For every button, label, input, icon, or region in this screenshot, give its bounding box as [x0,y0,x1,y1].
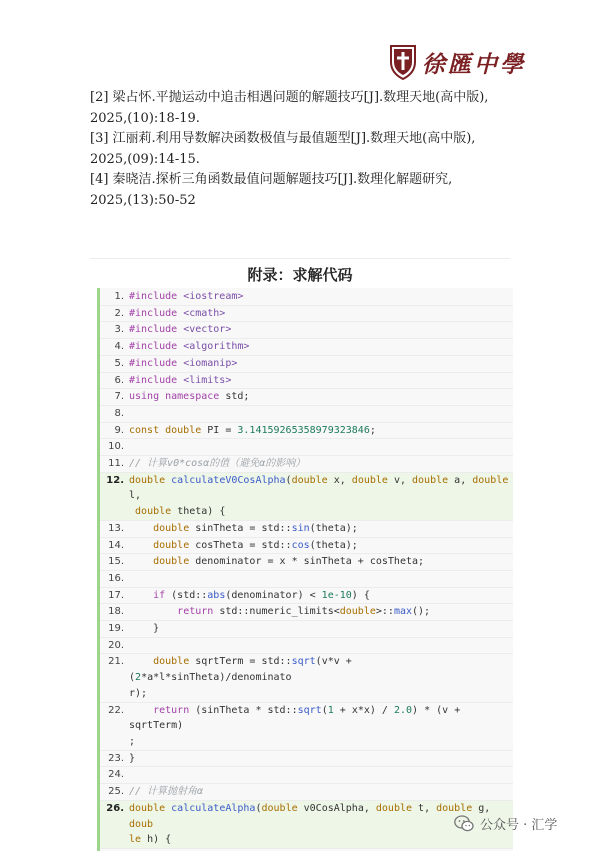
appendix-title: 附录：求解代码 [247,266,353,284]
reference-line: 2025,(09):14-15. [90,151,200,167]
keyword-token: return [153,704,196,716]
code-line [100,289,513,306]
code-line [100,538,513,555]
code-token: a, [454,474,473,486]
type-token: double [153,556,196,568]
string-token: <vector> [183,324,232,336]
number-token: 1e-10 [321,589,352,601]
code-line [100,339,513,356]
code-text [129,751,513,767]
type-token: double [351,474,394,486]
code-text [129,306,513,322]
string-token: <limits> [183,374,232,386]
code-text [129,767,513,783]
number-token: 1 [327,704,334,716]
code-token: (std:: [171,589,208,601]
line-number: 23. [108,752,124,764]
code-token: (denominator) < [225,589,322,601]
code-token: t, [418,802,437,814]
line-number: 8. [114,407,124,419]
code-token: std::numeric_limits< [219,606,340,618]
code-text [129,604,513,620]
school-crest-icon [388,44,418,80]
code-token [129,656,153,667]
code-line [100,406,513,423]
code-text [129,654,513,701]
keyword-token: #include [129,324,184,336]
line-number: 22. [108,704,124,716]
school-logo [388,44,526,80]
code-text [129,588,513,604]
code-token: ( [285,474,292,486]
code-line [100,571,513,588]
code-line [100,801,513,849]
code-token: l, [129,490,142,502]
type-token: double [261,802,304,814]
code-line [100,322,513,339]
line-number: 7. [114,391,124,403]
function-token: abs [207,589,226,601]
function-token: cos [291,539,310,551]
reference-line: 2025,(13):50-52 [90,192,196,208]
type-token: double [129,802,172,814]
code-text [129,423,513,439]
code-text [129,373,513,389]
code-token: theta) { [177,506,226,518]
code-line [100,588,513,605]
code-line [100,554,513,571]
code-text [129,339,513,355]
code-token [129,556,153,567]
type-token: double [153,522,196,534]
reference-line: [4] 秦晓洁.探析三角函数最值问题解题技巧[J].数理化解题研究, [90,172,453,187]
type-token: doub le [129,818,154,846]
code-line [100,356,513,373]
function-token: sqrt [297,704,322,716]
string-token: <iostream> [183,291,244,302]
line-number: 13. [108,522,124,534]
string-token: <cmath> [183,307,226,319]
number-token: 2.0 [393,704,413,716]
code-line [100,456,513,473]
comment-token: // 计算抛射角α [129,786,204,798]
code-token [129,523,153,534]
code-token: ) { [351,589,370,601]
keyword-token: #include [129,307,184,319]
school-name-logo: 徐匯中學 [422,50,526,78]
line-number: 10. [108,441,124,453]
string-token: <algorithm> [183,341,250,353]
function-token: max [393,606,412,618]
code-token: (v*v + ( [129,656,358,684]
code-token: v0CosAlpha, [303,802,376,814]
line-number: 16. [108,572,124,584]
line-number: 11. [108,458,124,470]
code-token: >:: [375,606,394,618]
code-token: x, [333,474,352,486]
code-text [129,406,513,422]
line-number: 14. [108,539,124,551]
code-token: (theta); [309,539,358,551]
type-token: const double [129,424,208,436]
type-token: double [375,802,419,814]
code-line [100,389,513,406]
code-token: + x*x) / [333,704,394,716]
wechat-icon [454,815,474,832]
code-text [129,784,513,800]
code-token [129,540,153,551]
line-number: 15. [108,556,124,568]
code-token: (theta); [309,522,358,534]
code-token [129,705,153,716]
type-token: double [339,606,376,618]
code-line [100,439,513,456]
number-token: 3.14159265358979323846 [237,424,370,436]
type-token: double [129,474,172,486]
code-token: g, [478,802,497,814]
code-text [129,554,513,570]
code-token: cosTheta = std:: [195,539,292,551]
code-token: ) * (v + sqrtTerm) ; [129,704,461,747]
code-token: ( [255,802,262,814]
code-line [100,423,513,440]
line-number: 9. [114,424,124,436]
code-line [100,521,513,538]
code-text [129,439,513,455]
line-number: 5. [114,357,124,369]
code-text [129,322,513,338]
code-text [129,538,513,554]
code-token [129,606,177,617]
type-token: double [291,474,334,486]
code-token: } [129,752,136,764]
code-text [129,473,513,520]
code-token: (sinTheta * std:: [195,704,298,716]
line-number: 18. [108,606,124,618]
code-token: ; [369,424,376,436]
keyword-token: return [177,606,220,618]
code-text [129,638,513,654]
line-number: 2. [114,307,124,319]
function-token: sin [291,522,310,534]
reference-list [90,88,530,211]
code-text [129,703,513,750]
code-token: v, [393,474,413,486]
code-text [129,356,513,372]
code-line [100,604,513,621]
line-number: 19. [108,623,124,635]
code-line [100,473,513,521]
code-text [129,289,513,305]
code-text [129,389,513,405]
line-number: 25. [108,786,124,798]
string-token: <iomanip> [183,357,238,369]
code-token: (); [412,606,431,618]
type-token: double [472,474,515,486]
code-text [129,521,513,537]
function-token: calculateV0CosAlpha [171,474,286,486]
code-line [100,373,513,390]
code-block [97,288,513,851]
code-token: std; [225,391,250,403]
keyword-token: if [153,589,172,601]
line-number: 12. [106,474,124,486]
code-line [100,654,513,702]
function-token: calculateAlpha [171,802,256,814]
code-token: h) { [147,834,172,846]
reference-line: [2] 梁占怀.平抛运动中追击相遇问题的解题技巧[J].数理天地(高中版), [90,90,489,105]
number-token: 2 [135,672,142,684]
code-token: ( [321,704,328,716]
code-text [129,621,513,637]
watermark-text: 公众号 · 汇学 [480,818,558,833]
line-number: 6. [114,374,124,386]
code-text [129,456,513,472]
keyword-token: #include [129,374,184,386]
code-line [100,306,513,323]
line-number: 4. [114,341,124,353]
line-number: 24. [108,769,124,781]
code-line [100,767,513,784]
reference-line: [3] 江丽莉.利用导数解决函数极值与最值题型[J].数理天地(高中版), [90,131,476,146]
line-number: 3. [114,324,124,336]
code-line [100,621,513,638]
code-line [100,703,513,751]
wechat-watermark [454,814,557,833]
reference-line: 2025,(10):18-19. [90,110,200,126]
line-number: 1. [114,291,124,302]
line-number: 21. [108,656,124,668]
keyword-token: #include [129,357,184,369]
type-token: double [153,539,196,551]
keyword-token: using namespace [129,391,226,403]
section-divider [90,258,510,259]
keyword-token: #include [129,341,184,353]
code-token: sinTheta = std:: [195,522,292,534]
keyword-token: #include [129,291,184,302]
code-line [100,784,513,801]
type-token: double [135,506,178,518]
code-text [129,571,513,587]
type-token: double [153,656,196,668]
line-number: 17. [108,589,124,601]
code-token [129,590,153,601]
function-token: sqrt [291,656,316,668]
line-number: 26. [106,802,124,814]
line-number: 20. [108,639,124,651]
code-token: } [129,623,160,635]
code-token: *a*l*sinTheta)/denominato r); [129,672,292,699]
code-line [100,638,513,655]
comment-token: // 计算v0*cosα的值（避免α的影响） [129,458,306,470]
type-token: double [436,802,479,814]
code-token: PI = [207,424,238,436]
type-token: double [412,474,455,486]
code-token: denominator = x * sinTheta + cosTheta; [195,556,425,568]
code-token: sqrtTerm = std:: [195,656,292,668]
code-line [100,751,513,768]
